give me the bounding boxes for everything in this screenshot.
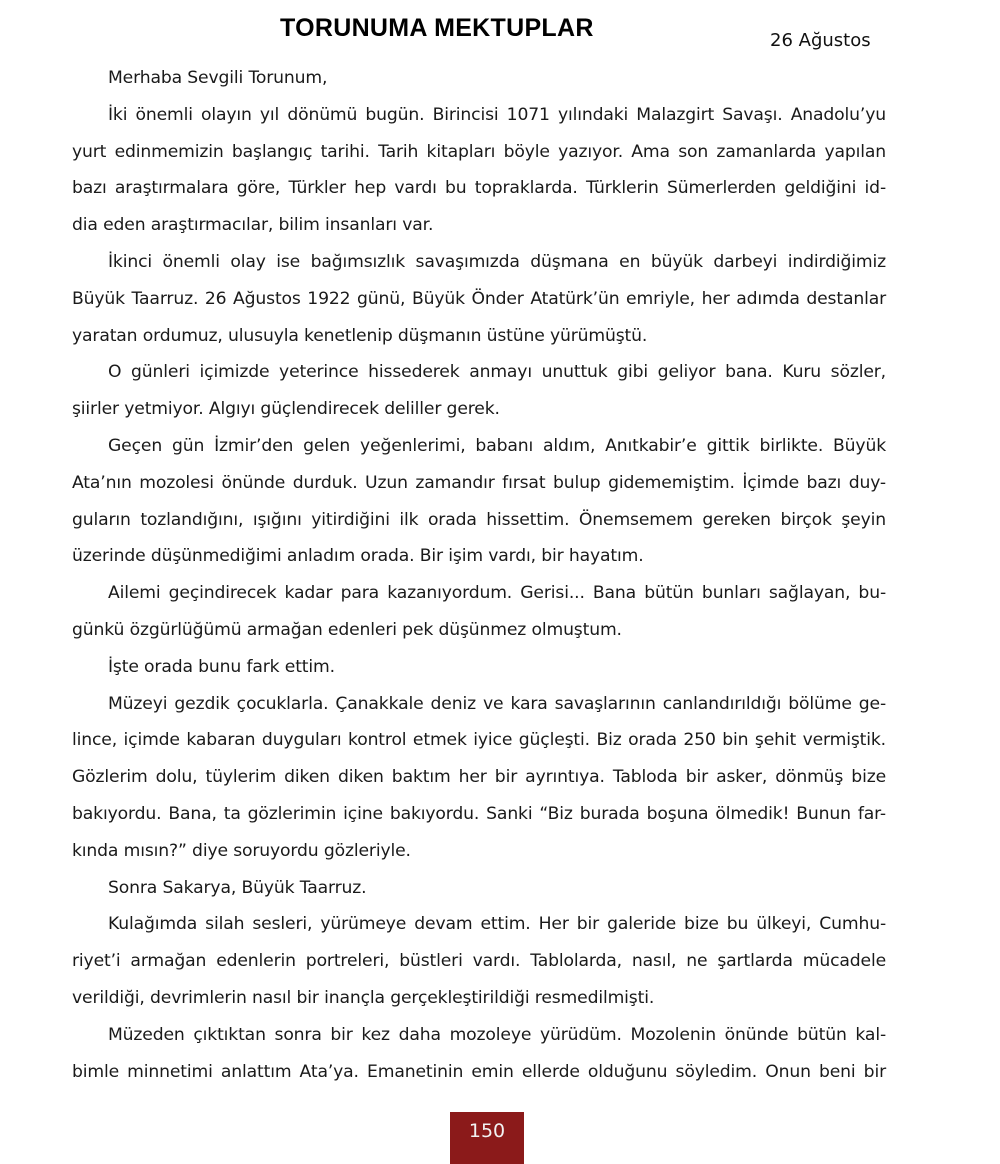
text-line: bakıyordu. Bana, ta gözlerimin içine bakıyordu. Sanki “Biz burada boşuna ölmedik! Bunun far- bbox=[72, 803, 886, 824]
text-line: Müzeyi gezdik çocuklarla. Çanakkale deniz ve kara savaşlarının canlandırıldığı bölüme ge- bbox=[108, 693, 886, 714]
text-line: guların tozlandığını, ışığını yitirdiğini ilk orada hissettim. Önemsemem gereken birçok şeyin bbox=[72, 509, 886, 530]
book-title: TORUNUMA MEKTUPLAR bbox=[280, 14, 594, 42]
text-line: kında mısın?” diye soruyordu gözleriyle. bbox=[72, 840, 411, 861]
text-line: üzerinde düşünmediğimi anladım orada. Bir işim vardı, bir hayatım. bbox=[72, 546, 644, 567]
letter-body bbox=[72, 60, 886, 1090]
page-number: 150 bbox=[450, 1112, 524, 1164]
text-line: Ailemi geçindirecek kadar para kazanıyordum. Gerisi... Bana bütün bunları sağlayan, bu- bbox=[108, 583, 886, 604]
text-line: Kulağımda silah sesleri, yürümeye devam ettim. Her bir galeride bize bu ülkeyi, Cumhu- bbox=[108, 914, 886, 935]
text-line: lince, içimde kabaran duyguları kontrol etmek iyice güçleşti. Biz orada 250 bin şehit vermiştik. bbox=[72, 730, 886, 751]
text-line: dia eden araştırmacılar, bilim insanları var. bbox=[72, 215, 434, 236]
text-line: Müzeden çıktıktan sonra bir kez daha mozoleye yürüdüm. Mozolenin önünde bütün kal- bbox=[108, 1024, 886, 1045]
text-line: Büyük Taarruz. 26 Ağustos 1922 günü, Büyük Önder Atatürk’ün emriyle, her adımda destanlar bbox=[72, 288, 886, 309]
letter-date: 26 Ağustos bbox=[770, 30, 871, 51]
text-line: İşte orada bunu fark ettim. bbox=[108, 656, 335, 677]
text-line: O günleri içimizde yeterince hissederek anmayı unuttuk gibi geliyor bana. Kuru sözler, bbox=[108, 362, 886, 383]
text-line: verildiği, devrimlerin nasıl bir inançla gerçekleştirildiği resmedilmişti. bbox=[72, 987, 655, 1008]
text-line: günkü özgürlüğümü armağan edenleri pek düşünmez olmuştum. bbox=[72, 619, 622, 640]
text-line: İki önemli olayın yıl dönümü bugün. Birincisi 1071 yılındaki Malazgirt Savaşı. Anadolu’yu bbox=[108, 104, 886, 125]
letter-text bbox=[72, 97, 886, 1091]
text-line: Gözlerim dolu, tüylerim diken diken baktım her bir ayrıntıya. Tabloda bir asker, dönmüş bize bbox=[72, 767, 886, 788]
text-line: İkinci önemli olay ise bağımsızlık savaşımızda düşmana en büyük darbeyi indirdiğimiz bbox=[108, 251, 886, 272]
text-line: yaratan ordumuz, ulusuyla kenetlenip düşmanın üstüne yürümüştü. bbox=[72, 325, 648, 346]
text-line: riyet’i armağan edenlerin portreleri, büstleri vardı. Tablolarda, nasıl, ne şartlarda mücadele bbox=[72, 951, 886, 972]
text-line: bimle minnetimi anlattım Ata’ya. Emanetinin emin ellerde olduğunu söyledim. Onun beni bir bbox=[72, 1061, 886, 1082]
text-line: şiirler yetmiyor. Algıyı güçlendirecek deliller gerek. bbox=[72, 399, 500, 420]
text-line: yurt edinmemizin başlangıç tarihi. Tarih kitapları böyle yazıyor. Ama son zamanlarda yapılan bbox=[72, 141, 886, 162]
text-line: Ata’nın mozolesi önünde durduk. Uzun zamandır fırsat bulup gidememiştim. İçimde bazı duy- bbox=[72, 472, 886, 493]
text-line: Geçen gün İzmir’den gelen yeğenlerimi, babanı aldım, Anıtkabir’e gittik birlikte. Büyük bbox=[108, 435, 886, 456]
text-line: bazı araştırmalara göre, Türkler hep vardı bu topraklarda. Türklerin Sümerlerden geldiğini id- bbox=[72, 178, 886, 199]
greeting: Merhaba Sevgili Torunum, bbox=[108, 68, 328, 88]
text-line: Sonra Sakarya, Büyük Taarruz. bbox=[108, 877, 367, 898]
